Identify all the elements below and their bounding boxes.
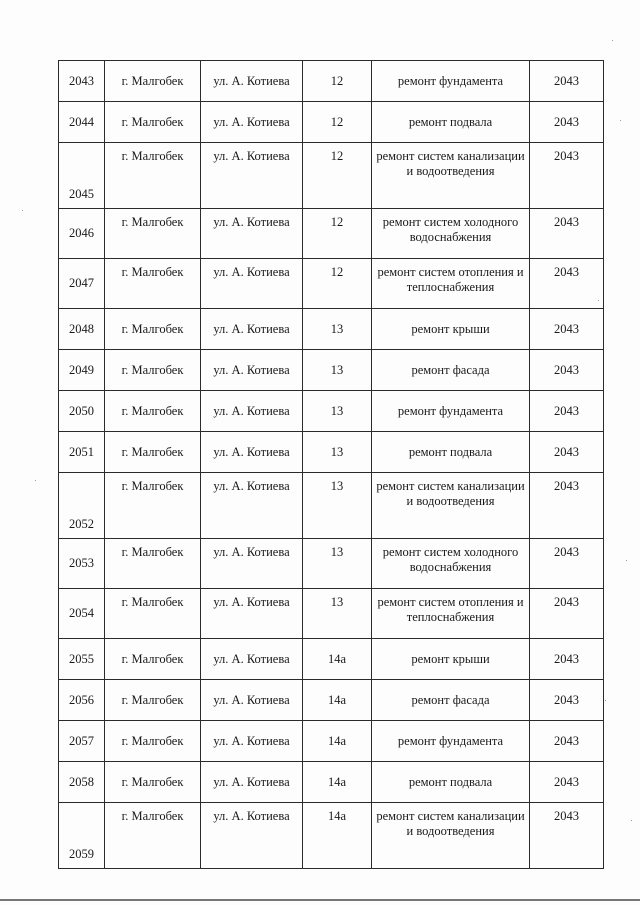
table-row [59,350,604,391]
city-cell: г. Малгобек [105,589,201,639]
table-row [59,259,604,309]
row-number-cell: 2055 [59,639,105,680]
row-number-cell: 2059 [59,803,105,869]
table-row [59,762,604,803]
year-cell: 2043 [530,539,604,589]
year-cell: 2043 [530,803,604,869]
year-cell: 2043 [530,209,604,259]
work-type-cell: ремонт систем канализации и водоотведения [372,473,530,539]
table-row [59,391,604,432]
work-type-cell: ремонт подвала [372,102,530,143]
house-number-cell: 13 [303,432,372,473]
house-number-cell: 14а [303,639,372,680]
work-type-cell: ремонт систем канализации и водоотведения [372,803,530,869]
street-cell: ул. А. Котиева [201,762,303,803]
work-type-cell: ремонт систем холодного водоснабжения [372,539,530,589]
house-number-cell: 14а [303,680,372,721]
scan-speck [612,40,613,41]
row-number-cell: 2044 [59,102,105,143]
house-number-cell: 14а [303,721,372,762]
street-cell: ул. А. Котиева [201,589,303,639]
row-number-cell: 2058 [59,762,105,803]
year-cell: 2043 [530,350,604,391]
work-type-cell: ремонт фундамента [372,721,530,762]
table-row [59,589,604,639]
street-cell: ул. А. Котиева [201,61,303,102]
table-row [59,721,604,762]
scan-speck [35,480,36,481]
city-cell: г. Малгобек [105,680,201,721]
city-cell: г. Малгобек [105,259,201,309]
table-body [59,61,604,869]
year-cell: 2043 [530,762,604,803]
row-number-cell: 2048 [59,309,105,350]
table-row [59,680,604,721]
row-number-cell: 2053 [59,539,105,589]
house-number-cell: 13 [303,391,372,432]
city-cell: г. Малгобек [105,102,201,143]
table-row [59,803,604,869]
work-type-cell: ремонт систем отопления и теплоснабжения [372,259,530,309]
year-cell: 2043 [530,309,604,350]
house-number-cell: 12 [303,61,372,102]
work-type-cell: ремонт систем канализации и водоотведения [372,143,530,209]
street-cell: ул. А. Котиева [201,473,303,539]
table-row [59,61,604,102]
house-number-cell: 14а [303,762,372,803]
work-type-cell: ремонт фасада [372,350,530,391]
street-cell: ул. А. Котиева [201,102,303,143]
scan-speck [598,300,599,301]
year-cell: 2043 [530,680,604,721]
street-cell: ул. А. Котиева [201,143,303,209]
table-row [59,102,604,143]
street-cell: ул. А. Котиева [201,639,303,680]
house-number-cell: 13 [303,473,372,539]
work-type-cell: ремонт крыши [372,309,530,350]
row-number-cell: 2052 [59,473,105,539]
city-cell: г. Малгобек [105,803,201,869]
work-type-cell: ремонт фасада [372,680,530,721]
scan-edge-line [0,899,640,901]
street-cell: ул. А. Котиева [201,209,303,259]
city-cell: г. Малгобек [105,762,201,803]
row-number-cell: 2046 [59,209,105,259]
table-row [59,432,604,473]
house-number-cell: 13 [303,539,372,589]
year-cell: 2043 [530,473,604,539]
city-cell: г. Малгобек [105,539,201,589]
year-cell: 2043 [530,391,604,432]
street-cell: ул. А. Котиева [201,680,303,721]
street-cell: ул. А. Котиева [201,539,303,589]
row-number-cell: 2047 [59,259,105,309]
house-number-cell: 13 [303,309,372,350]
table-row [59,143,604,209]
city-cell: г. Малгобек [105,61,201,102]
row-number-cell: 2056 [59,680,105,721]
row-number-cell: 2043 [59,61,105,102]
year-cell: 2043 [530,721,604,762]
city-cell: г. Малгобек [105,143,201,209]
work-type-cell: ремонт подвала [372,432,530,473]
year-cell: 2043 [530,102,604,143]
city-cell: г. Малгобек [105,209,201,259]
row-number-cell: 2057 [59,721,105,762]
work-type-cell: ремонт фундамента [372,61,530,102]
street-cell: ул. А. Котиева [201,721,303,762]
repair-schedule-table [58,60,604,869]
work-type-cell: ремонт систем холодного водоснабжения [372,209,530,259]
scan-speck [626,560,627,561]
city-cell: г. Малгобек [105,391,201,432]
table-row [59,473,604,539]
scan-speck [620,120,621,121]
row-number-cell: 2050 [59,391,105,432]
street-cell: ул. А. Котиева [201,309,303,350]
city-cell: г. Малгобек [105,309,201,350]
work-type-cell: ремонт фундамента [372,391,530,432]
row-number-cell: 2049 [59,350,105,391]
table-row [59,209,604,259]
year-cell: 2043 [530,432,604,473]
house-number-cell: 13 [303,350,372,391]
table-row [59,309,604,350]
scan-speck [631,820,632,821]
house-number-cell: 12 [303,143,372,209]
house-number-cell: 12 [303,102,372,143]
year-cell: 2043 [530,589,604,639]
street-cell: ул. А. Котиева [201,432,303,473]
year-cell: 2043 [530,61,604,102]
row-number-cell: 2054 [59,589,105,639]
work-type-cell: ремонт крыши [372,639,530,680]
row-number-cell: 2045 [59,143,105,209]
year-cell: 2043 [530,639,604,680]
year-cell: 2043 [530,259,604,309]
street-cell: ул. А. Котиева [201,350,303,391]
city-cell: г. Малгобек [105,432,201,473]
city-cell: г. Малгобек [105,639,201,680]
work-type-cell: ремонт подвала [372,762,530,803]
scan-speck [605,700,606,701]
year-cell: 2043 [530,143,604,209]
house-number-cell: 14а [303,803,372,869]
street-cell: ул. А. Котиева [201,391,303,432]
table-row [59,639,604,680]
house-number-cell: 13 [303,589,372,639]
city-cell: г. Малгобек [105,473,201,539]
street-cell: ул. А. Котиева [201,803,303,869]
table-row [59,539,604,589]
city-cell: г. Малгобек [105,350,201,391]
city-cell: г. Малгобек [105,721,201,762]
scan-speck [22,210,23,211]
house-number-cell: 12 [303,259,372,309]
house-number-cell: 12 [303,209,372,259]
row-number-cell: 2051 [59,432,105,473]
street-cell: ул. А. Котиева [201,259,303,309]
work-type-cell: ремонт систем отопления и теплоснабжения [372,589,530,639]
